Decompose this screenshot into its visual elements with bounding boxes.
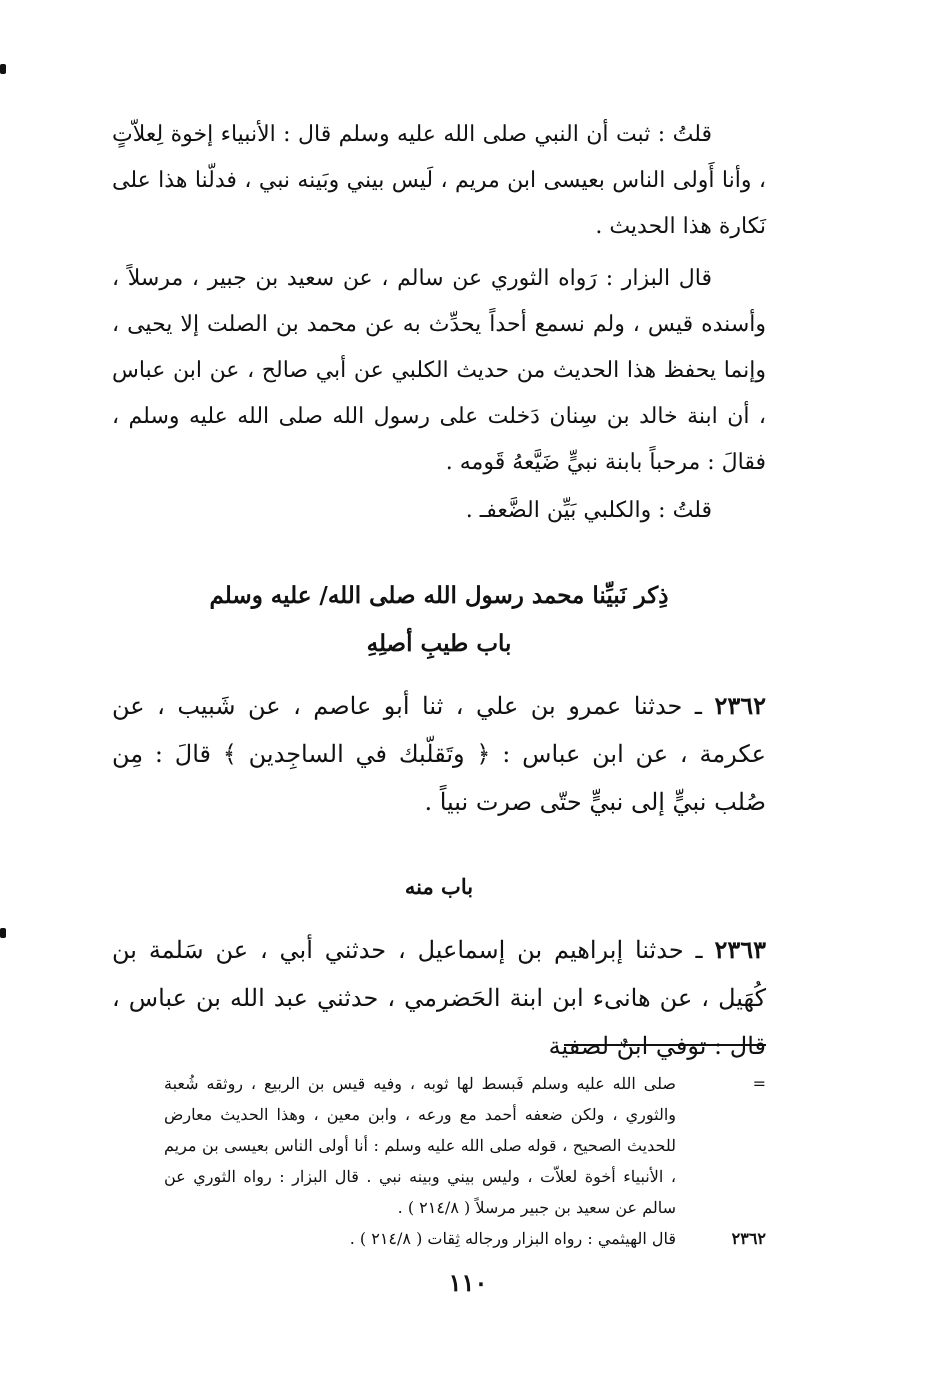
- paragraph: قلتُ : ثبت أن النبي صلى الله عليه وسلم قال : الأنبياء إخوة لِعلاّتٍ ، وأنا أَولى الناس بعيسى ابن مريم ، لَيس بيني وبَينه نبي ، فدلّنا هذا على نَكارة هذا الحديث .: [112, 122, 766, 239]
- footnote: [112, 1068, 766, 1223]
- section-subtitle: باب طيبِ أصلِهِ: [366, 630, 512, 657]
- margin-mark: [0, 64, 6, 74]
- footnote-label: =: [752, 1074, 766, 1093]
- page-number: ١١٠: [448, 1268, 488, 1297]
- hadith-number: ٢٣٦٣: [714, 935, 766, 964]
- hadith-text: ـ حدثنا إبراهيم بن إسماعيل ، حدثني أبي ، عن سَلمة بن كُهَيل ، عن هانىء ابن ابنة الحَضرمي ، حدثني عبد الله بن عباس ، قال : توفي ابنٌ لصفية: [112, 936, 766, 1060]
- hadith-2363: [112, 926, 766, 1070]
- paragraph: قلتُ : والكلبي بَيِّن الضَّعفـ .: [465, 498, 712, 523]
- section-title: ذِكر نَبيِّنا محمد رسول الله صلى الله/ عليه وسلم: [209, 582, 669, 609]
- footnote-separator: [564, 1044, 766, 1046]
- footnote: [112, 1223, 766, 1254]
- hadith-text: ـ حدثنا عمرو بن علي ، ثنا أبو عاصم ، عن شَبيب ، عن عكرمة ، عن ابن عباس : ﴿ وتَقلّبك في الساجِدين ﴾ قالَ : مِن صُلب نبيٍّ إلى نبيٍّ حتّى صرت نبياً .: [112, 692, 766, 816]
- paragraph: قال البزار : رَواه الثوري عن سالم ، عن سعيد بن جبير ، مرسلاً ، وأسنده قيس ، ولم نسمع أحداً يحدِّث به عن محمد بن الصلت إلا يحيى ، وإنما يحفظ هذا الحديث من حديث الكلبي عن أبي صالح ، عن ابن عباس ، أن ابنة خالد بن سِنان دَخلت على رسول الله صلى الله عليه وسلم ، فقالَ : مرحباً بابنة نبيٍّ ضَيَّعهُ قَومه .: [112, 266, 766, 475]
- hadith-2362: [112, 682, 766, 826]
- footnote-text: صلى الله عليه وسلم فَبسط لها ثوبه ، وفيه قيس بن الربيع ، روثقه شُعبة والثوري ، ولكن ضعفه أحمد مع ورعه ، وابن معين ، وهذا الحديث معارض للحديث الصحيح ، قوله صلى الله عليه وسلم : أنا أولى الناس بعيسى بن مريم ، الأنبياء أخوة لعلاّت ، وليس بيني وبينه نبي . قال البزار : رواه الثوري عن سالم عن سعيد بن جبير مرسلاً ( ٢١٤/٨ ) .: [164, 1074, 676, 1217]
- continued-text: [112, 112, 766, 534]
- section-title: باب منه: [404, 874, 474, 899]
- footnote-label: ٢٣٦٢: [731, 1229, 766, 1248]
- footnotes: [112, 1068, 766, 1254]
- margin-mark: [0, 928, 6, 938]
- footnote-text: قال الهيثمي : رواه البزار ورجاله ثِقات ( ٢١٤/٨ ) .: [349, 1229, 676, 1248]
- hadith-number: ٢٣٦٢: [714, 691, 766, 720]
